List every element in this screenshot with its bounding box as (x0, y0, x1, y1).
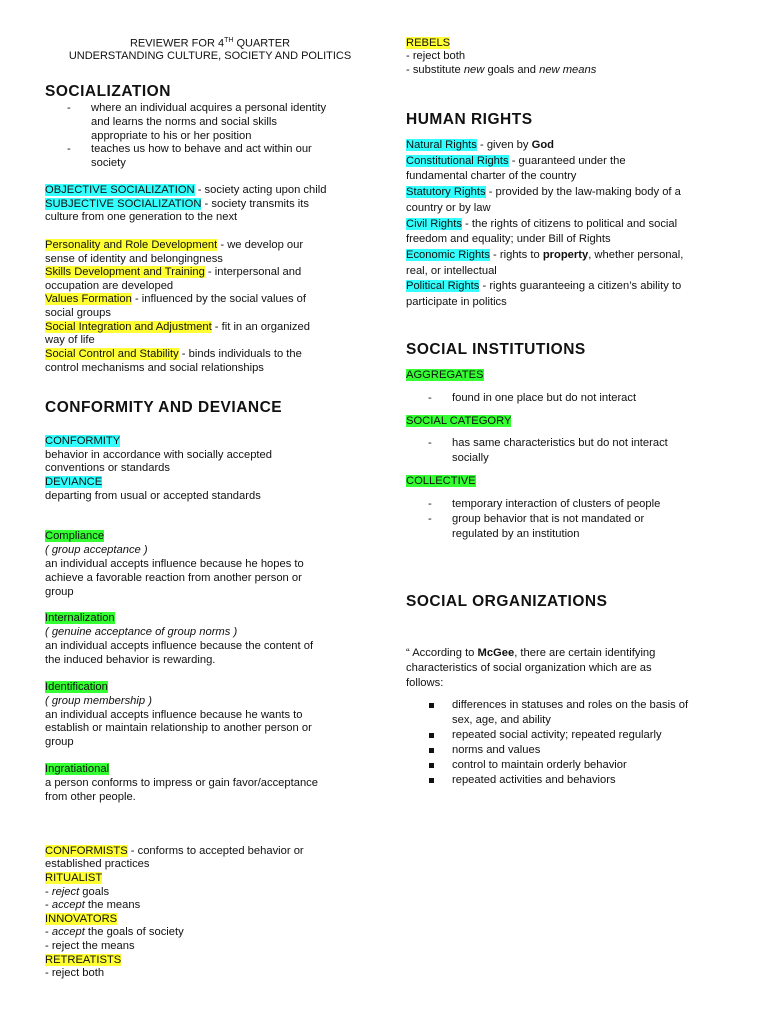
identification-l1: an individual accepts influence because he wants to (45, 709, 303, 721)
economic-rights: Economic Rights - rights to property, whether personal, (406, 249, 684, 261)
org-item-1b: sex, age, and ability (452, 714, 551, 726)
ingratiational-l1: a person conforms to impress or gain favor/acceptance (45, 777, 318, 789)
internalization-term: Internalization (45, 612, 115, 624)
compliance-l3: group (45, 586, 74, 598)
collective-b1: temporary interaction of clusters of people (452, 498, 661, 510)
collective-term: COLLECTIVE (406, 475, 476, 487)
internalization-sub: ( genuine acceptance of group norms ) (45, 626, 238, 638)
identification-l3: group (45, 736, 74, 748)
retreatists-term: RETREATISTS (45, 954, 122, 966)
economic-rights-l2: real, or intellectual (406, 265, 497, 277)
collective-b2: group behavior that is not mandated or (452, 513, 645, 525)
func-values-l2: social groups (45, 307, 111, 319)
compliance-l1: an individual accepts influence because he hopes to (45, 558, 304, 570)
dash-bullet: - (428, 513, 432, 525)
rebels-term: REBELS (406, 37, 451, 49)
category-b1: has same characteristics but do not interact (452, 437, 668, 449)
org-item-2: repeated social activity; repeated regularly (452, 729, 662, 741)
doc-title-line2: UNDERSTANDING CULTURE, SOCIETY AND POLITICS (68, 50, 352, 62)
internalization-l2: the induced behavior is rewarding. (45, 654, 216, 666)
square-bullet-icon (429, 703, 434, 708)
natural-rights: Natural Rights - given by God (406, 139, 554, 151)
dash-bullet: - (428, 437, 432, 449)
identification-sub: ( group membership ) (45, 695, 152, 707)
innovators-a: - accept the goals of society (45, 926, 184, 938)
func-personality-l2: sense of identity and belongingness (45, 253, 223, 265)
ritualist-b: - accept the means (45, 899, 141, 911)
compliance-sub: ( group acceptance ) (45, 544, 148, 556)
deviance-term: DEVIANCE (45, 476, 103, 488)
conformists: CONFORMISTS - conforms to accepted behavior or (45, 845, 304, 857)
retreatists-a: - reject both (45, 967, 105, 979)
internalization-l1: an individual accepts influence because the content of (45, 640, 314, 652)
category-b1b: socially (452, 452, 489, 464)
heading-human-rights: HUMAN RIGHTS (406, 111, 533, 128)
soc-bullet2-l1: teaches us how to behave and act within our (91, 143, 312, 155)
func-skills: Skills Development and Training - interpersonal and (45, 266, 302, 278)
constitutional-rights-l2: fundamental charter of the country (406, 170, 577, 182)
deviance-def: departing from usual or accepted standards (45, 490, 261, 502)
conformity-def-l1: behavior in accordance with socially accepted (45, 449, 272, 461)
square-bullet-icon (429, 748, 434, 753)
conformity-def-l2: conventions or standards (45, 462, 171, 474)
func-personality: Personality and Role Development - we develop our (45, 239, 304, 251)
heading-socialization: SOCIALIZATION (45, 83, 171, 100)
func-integration: Social Integration and Adjustment - fit in an organized (45, 321, 310, 333)
objective-socialization: OBJECTIVE SOCIALIZATION - society acting upon child (45, 184, 327, 196)
innovators-term: INNOVATORS (45, 913, 118, 925)
heading-organizations: SOCIAL ORGANIZATIONS (406, 593, 608, 610)
compliance-term: Compliance (45, 530, 105, 542)
org-intro-l3: follows: (406, 677, 444, 689)
statutory-rights: Statutory Rights - provided by the law-making body of a (406, 186, 681, 198)
func-values: Values Formation - influenced by the social values of (45, 293, 306, 305)
org-item-5: repeated activities and behaviors (452, 774, 616, 786)
civil-rights: Civil Rights - the rights of citizens to political and social (406, 218, 678, 230)
heading-conformity: CONFORMITY AND DEVIANCE (45, 399, 283, 416)
political-rights: Political Rights - rights guaranteeing a citizen’s ability to (406, 280, 682, 292)
rebels-b: - substitute new goals and new means (406, 64, 597, 76)
soc-bullet1-l1: where an individual acquires a personal identity (91, 102, 327, 114)
org-item-3: norms and values (452, 744, 541, 756)
ingratiational-term: Ingratiational (45, 763, 110, 775)
square-bullet-icon (429, 778, 434, 783)
dash-bullet: - (428, 498, 432, 510)
org-intro-l1: “ According to McGee, there are certain identifying (406, 647, 656, 659)
func-skills-l2: occupation are developed (45, 280, 174, 292)
political-rights-l2: participate in politics (406, 296, 507, 308)
soc-bullet2-l2: society (91, 157, 126, 169)
func-control: Social Control and Stability - binds individuals to the (45, 348, 302, 360)
org-item-4: control to maintain orderly behavior (452, 759, 627, 771)
aggregates-term: AGGREGATES (406, 369, 484, 381)
dash-bullet: - (67, 143, 71, 155)
dash-bullet: - (428, 392, 432, 404)
statutory-rights-l2: country or by law (406, 202, 491, 214)
compliance-l2: achieve a favorable reaction from another person or (45, 572, 302, 584)
aggregates-b1: found in one place but do not interact (452, 392, 637, 404)
ingratiational-l2: from other people. (45, 791, 136, 803)
org-intro-l2: characteristics of social organization which are as (406, 662, 652, 674)
collective-b2b: regulated by an institution (452, 528, 580, 540)
square-bullet-icon (429, 733, 434, 738)
func-control-l2: control mechanisms and social relationships (45, 362, 264, 374)
square-bullet-icon (429, 763, 434, 768)
rebels-a: - reject both (406, 50, 466, 62)
constitutional-rights: Constitutional Rights - guaranteed under the (406, 155, 626, 167)
identification-l2: establish or maintain relationship to another person or (45, 722, 312, 734)
innovators-b: - reject the means (45, 940, 135, 952)
conformity-term: CONFORMITY (45, 435, 121, 447)
doc-title-line1: REVIEWER FOR 4TH QUARTER (129, 37, 291, 50)
soc-bullet1-l3: appropriate to his or her position (91, 130, 252, 142)
conformists-l2: established practices (45, 858, 150, 870)
org-item-1: differences in statuses and roles on the basis of (452, 699, 689, 711)
category-term: SOCIAL CATEGORY (406, 415, 512, 427)
heading-institutions: SOCIAL INSTITUTIONS (406, 341, 586, 358)
civil-rights-l2: freedom and equality; under Bill of Rights (406, 233, 611, 245)
ritualist-term: RITUALIST (45, 872, 103, 884)
soc-bullet1-l2: and learns the norms and social skills (91, 116, 277, 128)
subjective-socialization: SUBJECTIVE SOCIALIZATION - society transmits its (45, 198, 309, 210)
subjective-socialization-l2: culture from one generation to the next (45, 211, 238, 223)
func-integration-l2: way of life (45, 334, 95, 346)
dash-bullet: - (67, 102, 71, 114)
identification-term: Identification (45, 681, 108, 693)
ritualist-a: - reject goals (45, 886, 110, 898)
